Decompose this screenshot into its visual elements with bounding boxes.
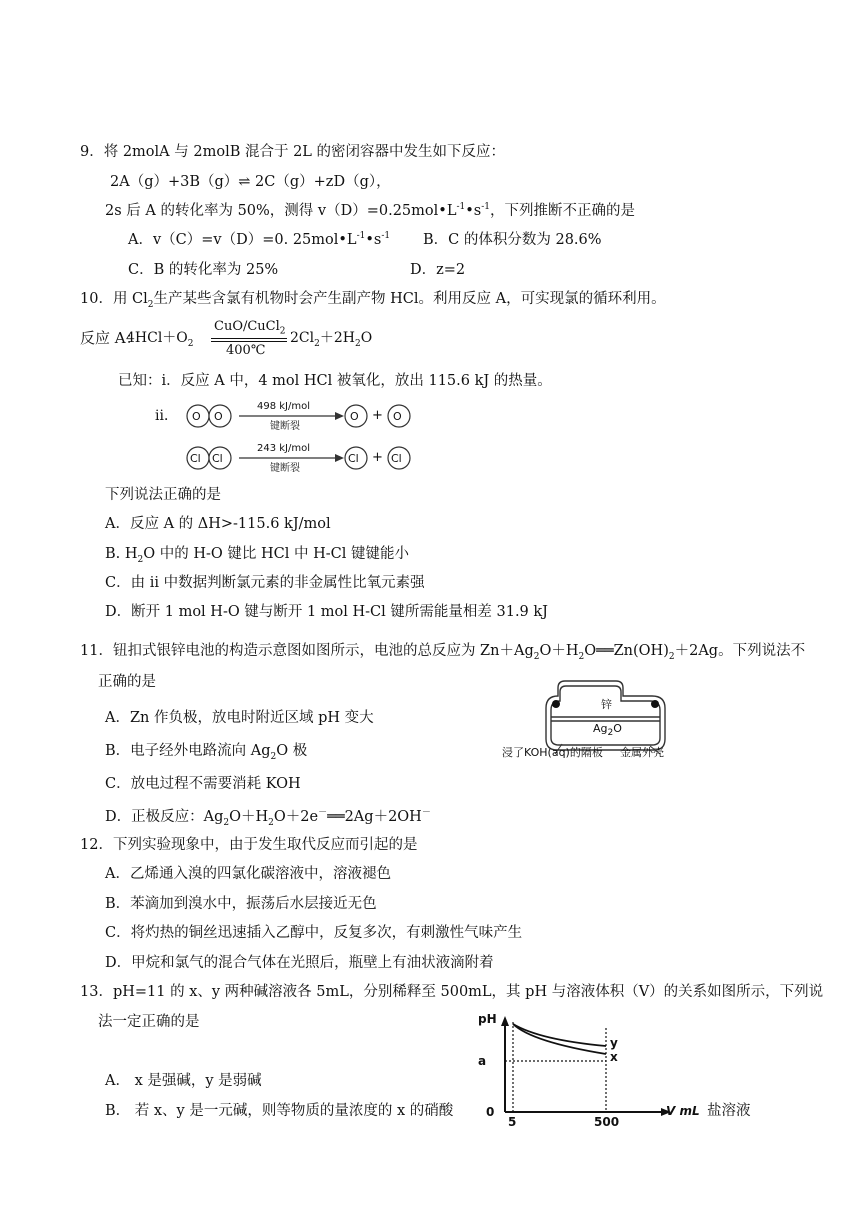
q12-stem: 12．下列实验现象中，由于发生取代反应而引起的是 xyxy=(80,837,418,853)
o-bond-break: 键断裂 xyxy=(270,421,300,432)
q12-option-c: C．将灼热的铜丝迅速插入乙醇中，反复多次，有刺激性气味产生 xyxy=(105,925,523,941)
o-bond-energy: 498 kJ/mol xyxy=(257,401,311,412)
o-atom-label-2: O xyxy=(214,410,223,423)
q13-stem: 13．pH=11 的 x、y 两种碱溶液各 5mL，分别稀释至 500mL，其 pH 与溶液体积（V）的关系如图所示，下列说 xyxy=(80,984,824,1000)
zinc-label: 锌 xyxy=(601,698,612,711)
o-plus: + xyxy=(372,408,383,423)
q9-option-d: D．z=2 xyxy=(410,262,466,278)
q13-option-b-tail: 盐溶液 xyxy=(707,1103,751,1119)
o-atom-label-1: O xyxy=(192,410,201,423)
graph-a-label: a xyxy=(478,1054,487,1068)
cl-bond-energy: 243 kJ/mol xyxy=(257,443,311,454)
o-atom-label-4: O xyxy=(393,410,402,423)
q9-option-b: B．C 的体积分数为 28.6% xyxy=(423,232,602,248)
q10-known-i: 已知：i．反应 A 中，4 mol HCl 被氧化，放出 115.6 kJ 的热量。 xyxy=(118,373,552,389)
graph-ph-label: pH xyxy=(478,1012,497,1026)
q10-option-b: B. $H_2O$ 中的 H-O 键比 HCl 中 H-Cl 键键能小 xyxy=(105,546,410,565)
q13-option-b: B． 若 x、y 是一元碱，则等物质的量浓度的 x 的硝酸 xyxy=(105,1103,454,1119)
reaction-a-equation xyxy=(80,318,380,360)
graph-500-label: 500 xyxy=(594,1115,620,1129)
q10-option-a: A．反应 A 的 ΔH>-115.6 kJ/mol xyxy=(105,516,331,532)
q10-ask: 下列说法正确的是 xyxy=(105,487,221,503)
q11-stem: 11．钮扣式银锌电池的构造示意图如图所示，电池的总反应为 $Zn+Ag_2O+H_2O══Zn(OH)_2+2Ag$。下列说法不 xyxy=(80,643,806,662)
q9-equation: 2A（g）+3B（g）⇌ 2C（g）+zD（g）， xyxy=(110,174,391,190)
q12-option-d: D．甲烷和氯气的混合气体在光照后，瓶壁上有油状液滴附着 xyxy=(105,955,494,971)
o-arrowhead xyxy=(335,412,344,420)
q11-option-d: D．正极反应：$Ag_2O+H_2O+2e^-══2Ag+2OH^-$ xyxy=(105,808,431,828)
ph-volume-graph xyxy=(470,1008,702,1130)
graph-5-label: 5 xyxy=(508,1115,517,1129)
q13-stem-2: 法一定正确的是 xyxy=(98,1014,200,1030)
cl-bond-break: 键断裂 xyxy=(270,463,300,474)
cl-atom-label-1: Cl xyxy=(190,452,201,465)
graph-origin-label: 0 xyxy=(486,1105,495,1119)
graph-series-x-label: x xyxy=(610,1050,618,1064)
q9-option-c: C．B 的转化率为 25% xyxy=(128,262,279,278)
battery-shell xyxy=(546,681,665,750)
battery-diagram xyxy=(500,676,680,762)
q11-option-b: B．电子经外电路流向 $Ag_2O$ 极 xyxy=(105,743,308,762)
q9-stem: 9．将 2molA 与 2molB 混合于 2L 的密闭容器中发生如下反应： xyxy=(80,144,506,160)
cl-atom-label-3: Cl xyxy=(348,452,359,465)
graph-v-label: V mL xyxy=(666,1104,700,1118)
known-ii-label: ii． xyxy=(155,408,178,424)
reaction-arrow-top xyxy=(211,338,287,339)
q13-option-a: A． x 是强碱，y 是弱碱 xyxy=(105,1073,262,1089)
seal-left xyxy=(552,700,560,708)
bond-energy-diagram xyxy=(155,398,425,478)
reaction-catalyst: CuO/CuCl$_2$ xyxy=(214,319,286,337)
q11-stem-2: 正确的是 xyxy=(98,674,156,690)
graph-series-y-label: y xyxy=(610,1036,618,1050)
ag2o-label: $Ag_2O$ xyxy=(593,722,622,739)
q11-option-c: C．放电过程不需要消耗 KOH xyxy=(105,776,301,792)
reaction-temperature: 400℃ xyxy=(226,343,266,358)
q10-option-d: D．断开 1 mol H-O 键与断开 1 mol H-Cl 键所需能量相差 31.9 kJ xyxy=(105,604,548,620)
y-axis-arrowhead xyxy=(501,1016,509,1026)
q12-option-b: B．苯滴加到溴水中，振荡后水层接近无色 xyxy=(105,896,377,912)
q10-stem: 10．用 $Cl_2$生产某些含氯有机物时会产生副产物 HCl。利用反应 A，可实现氯的循环利用。 xyxy=(80,291,666,310)
q9-option-a: A．v（C）=v（D）=0. $25mol•L^{-1}•s^{-1}$ xyxy=(128,231,391,248)
o-atom-label-3: O xyxy=(350,410,359,423)
q11-option-a: A．Zn 作负极，放电时附近区域 pH 变大 xyxy=(105,710,374,726)
seal-right xyxy=(651,700,659,708)
reaction-reactants: $4HCl+O_2$ xyxy=(126,330,194,349)
reaction-a-label: 反应 A： xyxy=(80,329,141,347)
cl-atom-label-2: Cl xyxy=(212,452,223,465)
series-y-curve xyxy=(513,1024,606,1046)
q9-condition: 2s 后 A 的转化率为 50%，测得 $v(D)=0.25mol•L^{-1}•s^{-1}$，下列推断不正确的是 xyxy=(105,202,636,219)
separator-label: 浸了KOH(aq)的隔板 xyxy=(502,746,603,759)
cl-atom-label-4: Cl xyxy=(391,452,402,465)
reaction-products: $2Cl_2+2H_2O$ xyxy=(290,330,373,349)
q12-option-a: A．乙烯通入溴的四氯化碳溶液中，溶液褪色 xyxy=(105,866,391,882)
q10-option-c: C．由 ii 中数据判断氯元素的非金属性比氧元素强 xyxy=(105,575,425,591)
cl-arrowhead xyxy=(335,454,344,462)
shell-label: 金属外壳 xyxy=(620,746,664,759)
cl-plus: + xyxy=(372,450,383,465)
